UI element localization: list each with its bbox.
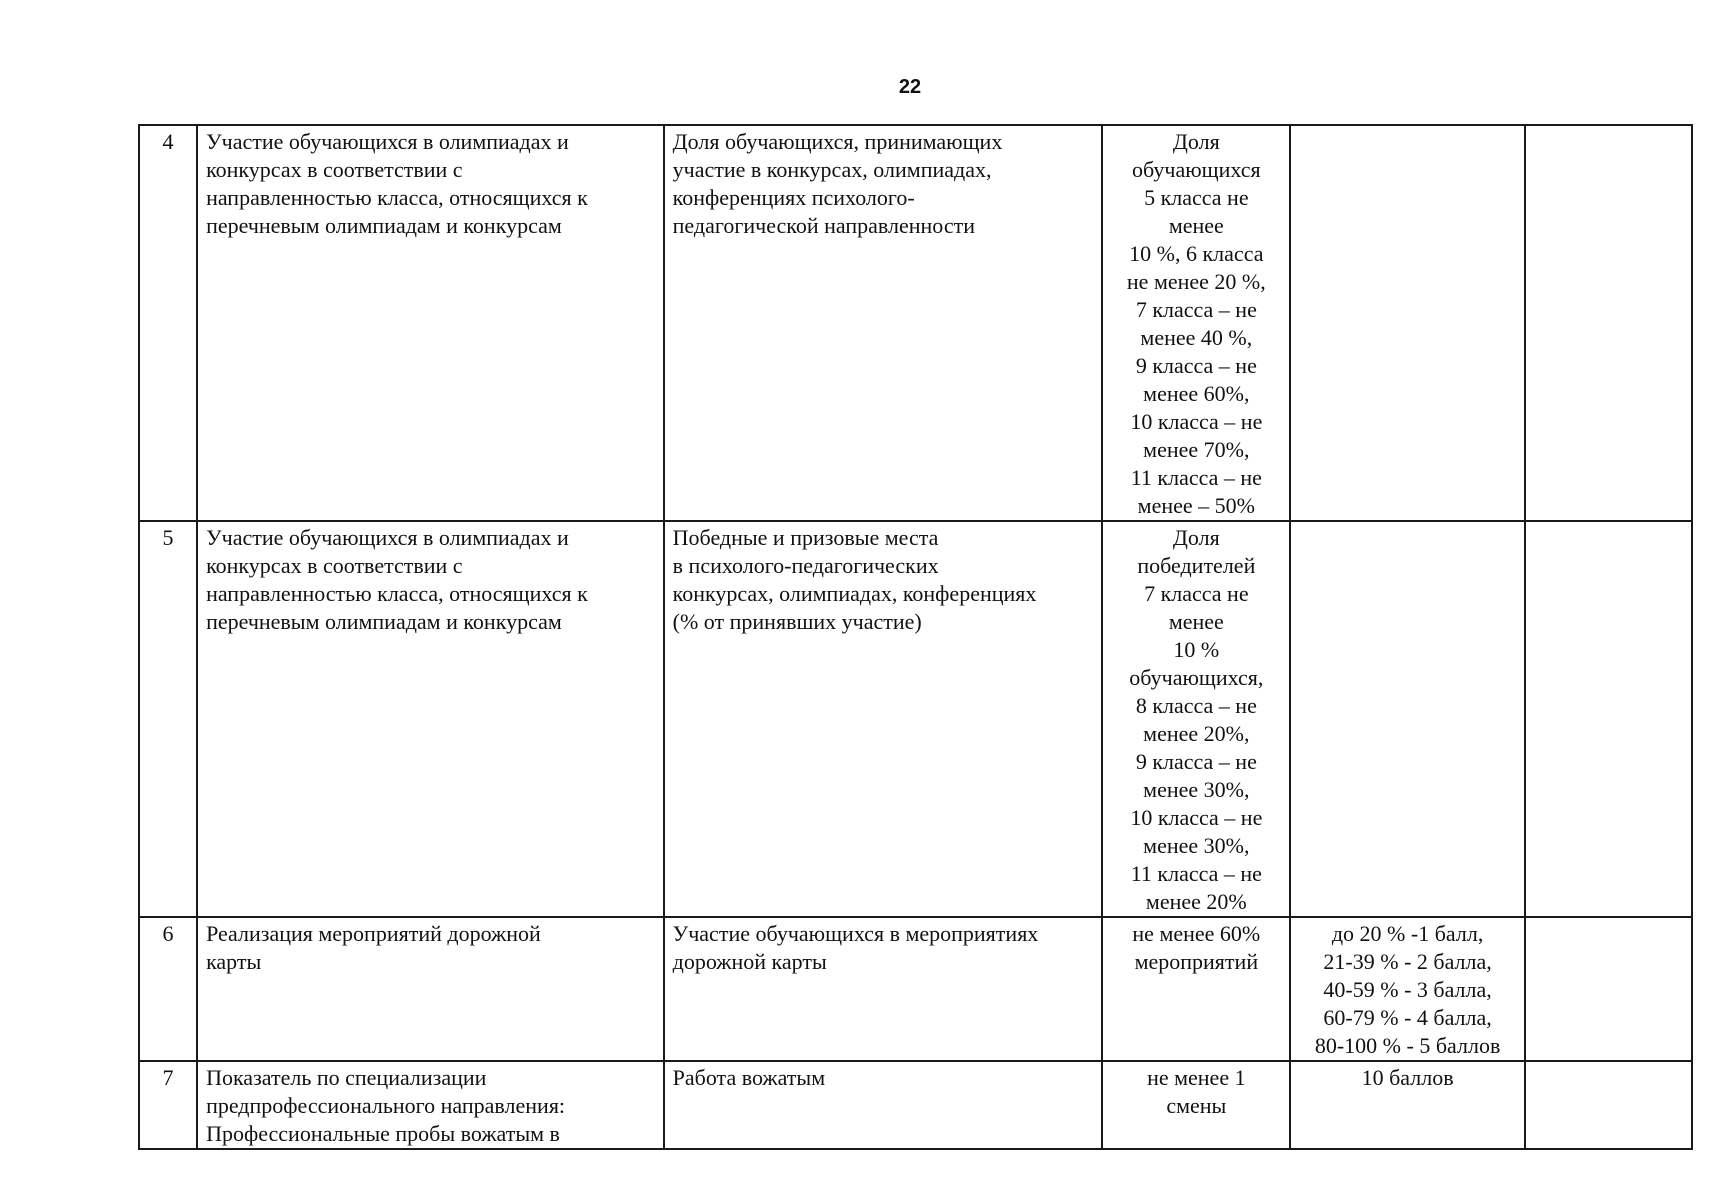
text-line: 40-59 % - 3 балла, [1323,977,1492,1002]
text-line: 7 класса – не [1135,297,1257,322]
criterion-name-cell [197,917,664,1061]
text-line: Участие обучающихся в олимпиадах и [206,129,569,154]
norm-cell [1102,1061,1290,1149]
text-line: обучающихся, [1129,665,1264,690]
text-line: смены [1166,1093,1227,1118]
text-line: направленностью класса, относящихся к [206,581,588,606]
page-number: 22 [898,76,922,98]
text-line: Профессиональные пробы вожатым в [206,1121,560,1146]
text-line: менее 40 %, [1140,325,1253,350]
text-line: менее 70%, [1143,437,1250,462]
blank-cell [1525,521,1692,917]
table-row [139,521,1692,917]
text-line: участие в конкурсах, олимпиадах, [672,157,992,182]
text-line: перечневым олимпиадам и конкурсам [206,609,562,634]
indicator-cell [664,1061,1103,1149]
text-line: 5 класса не [1144,185,1249,210]
text-line: Работа вожатым [672,1065,826,1090]
text-line: не менее 60% [1132,921,1261,946]
text-line: 10 %, 6 класса [1129,241,1264,266]
text-line: (% от принявших участие) [672,609,922,634]
score-cell [1290,125,1524,521]
row-number-cell: 6 [139,917,197,1061]
text-line: Победные и призовые места [672,525,939,550]
row-number-cell: 5 [139,521,197,917]
text-line: 11 класса – не [1130,465,1262,490]
text-line: менее [1168,213,1224,238]
table-row [139,917,1692,1061]
text-line: перечневым олимпиадам и конкурсам [206,213,562,238]
text-line: не менее 20 %, [1126,269,1266,294]
text-line: Доля обучающихся, принимающих [672,129,1003,154]
text-line: менее [1168,609,1224,634]
text-line: мероприятий [1134,949,1259,974]
text-line: конкурсах в соответствии с [206,157,463,182]
text-line: до 20 % -1 балл, [1331,921,1484,946]
table-row [139,1061,1692,1149]
text-line: 8 класса – не [1135,693,1257,718]
text-line: конкурсах, олимпиадах, конференциях [672,581,1037,606]
indicator-cell [664,917,1103,1061]
text-line: обучающихся [1132,157,1261,182]
text-line: менее 60%, [1143,381,1250,406]
blank-cell [1525,917,1692,1061]
criterion-name-cell [197,125,664,521]
text-line: 80-100 % - 5 баллов [1314,1033,1501,1058]
text-line: 10 класса – не [1130,805,1263,830]
score-cell [1290,1061,1524,1149]
score-cell [1290,521,1524,917]
text-line: 10 % [1173,637,1220,662]
text-line: в психолого-педагогических [672,553,939,578]
text-line: победителей [1137,553,1256,578]
text-line: 9 класса – не [1135,749,1257,774]
text-line: Показатель по специализации [206,1065,487,1090]
text-line: 60-79 % - 4 балла, [1323,1005,1492,1030]
text-line: менее – 50% [1137,493,1255,518]
criteria-table [138,124,1693,1150]
text-line: Доля [1172,525,1220,550]
text-line: 10 баллов [1361,1065,1454,1090]
row-number-cell: 7 [139,1061,197,1149]
text-line: направленностью класса, относящихся к [206,185,588,210]
text-line: менее 30%, [1143,777,1250,802]
text-line: дорожной карты [672,949,827,974]
text-line: Участие обучающихся в олимпиадах и [206,525,569,550]
text-line: карты [206,949,262,974]
score-cell [1290,917,1524,1061]
text-line: 9 класса – не [1135,353,1257,378]
blank-cell [1525,1061,1692,1149]
criterion-name-cell [197,521,664,917]
indicator-cell [664,125,1103,521]
text-line: не менее 1 [1147,1065,1246,1090]
text-line: менее 20% [1145,889,1247,914]
norm-cell [1102,521,1290,917]
criterion-name-cell [197,1061,664,1149]
text-line: 10 класса – не [1130,409,1263,434]
text-line: Доля [1172,129,1220,154]
text-line: менее 30%, [1143,833,1250,858]
row-number-cell: 4 [139,125,197,521]
text-line: менее 20%, [1143,721,1250,746]
norm-cell [1102,917,1290,1061]
text-line: предпрофессионального направления: [206,1093,566,1118]
table-row [139,125,1692,521]
text-line: 21-39 % - 2 балла, [1323,949,1492,974]
text-line: Реализация мероприятий дорожной [206,921,541,946]
text-line: педагогической направленности [672,213,975,238]
indicator-cell [664,521,1103,917]
text-line: конкурсах в соответствии с [206,553,463,578]
norm-cell [1102,125,1290,521]
text-line: конференциях психолого- [672,185,915,210]
text-line: 11 класса – не [1130,861,1262,886]
blank-cell [1525,125,1692,521]
text-line: Участие обучающихся в мероприятиях [672,921,1039,946]
text-line: 7 класса не [1144,581,1249,606]
